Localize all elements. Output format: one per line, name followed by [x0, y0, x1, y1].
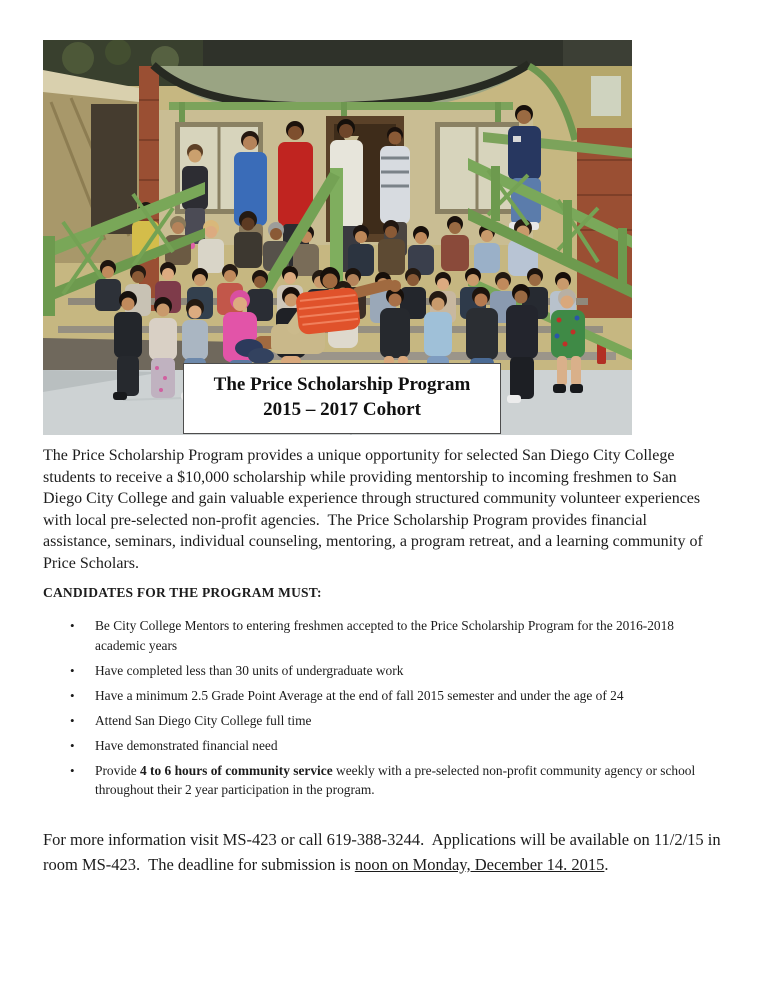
- requirement-item-5: [43, 736, 725, 756]
- photo-title-line1: The Price Scholarship Program: [213, 374, 471, 395]
- bullet-glyph: •: [70, 687, 75, 703]
- bullet-glyph: •: [70, 737, 75, 753]
- requirement-item-6: • Provide 4 to 6 hours of community service weekly with a pre-selected non-profit community agency or school throughout their 2 year participation in the program.: [43, 761, 725, 800]
- requirement-text: Have completed less than 30 units of undergraduate work: [95, 662, 404, 678]
- requirement-item-2: [43, 661, 725, 681]
- footer-paragraph: For more information visit MS-423 or call 619-388-3244. Applications will be available on 11/2/15 in room MS-423. The deadline for submission is noon on Monday, December 14. 2015.: [43, 829, 725, 874]
- requirement-text: Provide: [95, 762, 141, 778]
- candidates-heading: CANDIDATES FOR THE PROGRAM MUST:: [43, 585, 322, 600]
- requirements-list: [43, 616, 725, 800]
- bullet-glyph: •: [70, 762, 75, 778]
- requirement-item-1: [43, 616, 725, 655]
- bullet-glyph: •: [70, 618, 75, 633]
- requirement-item-3: [43, 686, 725, 706]
- group-photo: [43, 40, 632, 435]
- requirement-text: Have a minimum 2.5 Grade Point Average at the end of fall 2015 semester and under the age of 24: [95, 687, 624, 703]
- footer-text: For more information visit MS-423 or call 619-388-3244. Applications will be available on 11/2/15 in room MS-423. The deadline for submission is: [43, 829, 725, 874]
- requirement-text: Be City College Mentors to entering freshmen accepted to the Price Scholarship Program for the 2016-2018 academic years: [95, 618, 678, 653]
- bullet-glyph: •: [70, 712, 75, 728]
- photo-title-box: [183, 363, 501, 434]
- requirement-text: Attend San Diego City College full time: [95, 712, 312, 728]
- deadline-underlined-text: noon on Monday, December 14. 2015: [354, 855, 605, 874]
- photo-title-line2: 2015 – 2017 Cohort: [263, 399, 421, 420]
- requirement-bold-text: 4 to 6 hours of community service: [140, 762, 333, 778]
- intro-paragraph: The Price Scholarship Program provides a unique opportunity for selected San Diego City College students to receive a $10,000 scholarship while providing mentorship to incoming freshmen to San Diego City College and gain valuable experience through structured community volunteer experiences with local pre-selected non-profit agencies. The Price Scholarship Program provides financial assistance, seminars, individual counseling, mentoring, a program retreat, and a learning community of Price Scholars.: [43, 447, 707, 572]
- requirement-text: Have demonstrated financial need: [95, 737, 278, 753]
- bullet-glyph: •: [70, 662, 75, 678]
- requirement-item-4: [43, 711, 725, 731]
